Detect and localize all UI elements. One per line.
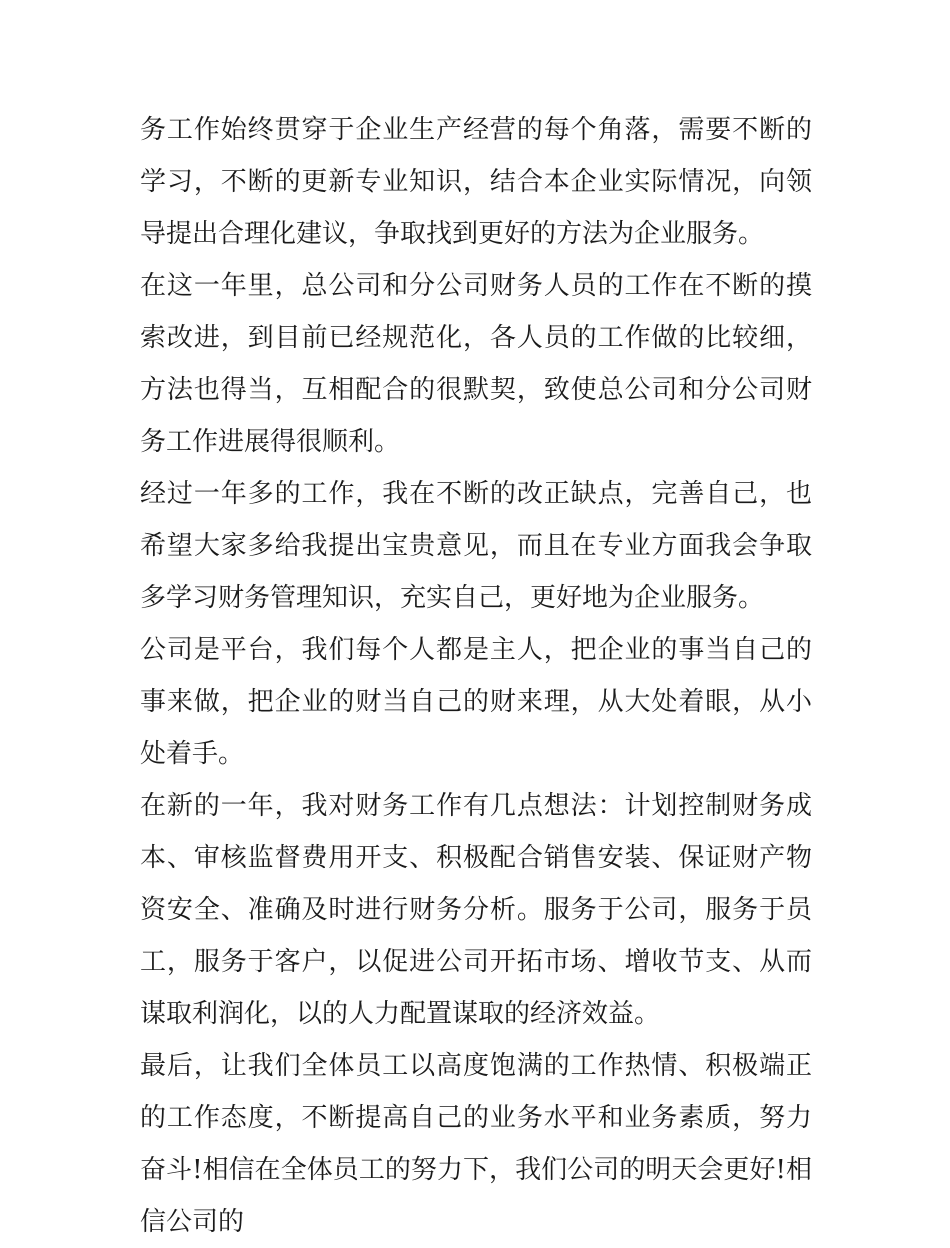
paragraph-new-year-plans: 在新的一年，我对财务工作有几点想法：计划控制财务成本、审核监督费用开支、积极配合销售安装、保证财产物资安全、准确及时进行财务分析。服务于公司，服务于员工，服务于客户，以促进公司开拓市场、增收节支、从而谋取利润化，以的人力配置谋取的经济效益。 xyxy=(140,791,812,1029)
paragraph-company-platform: 公司是平台，我们每个人都是主人，把企业的事当自己的事来做，把企业的财当自己的财来理，从大处着眼，从小处着手。 xyxy=(140,635,812,769)
paragraph-continuation: 务工作始终贯穿于企业生产经营的每个角落，需要不断的学习，不断的更新专业知识，结合本企业实际情况，向领导提出合理化建议，争取找到更好的方法为企业服务。 xyxy=(140,115,812,249)
paragraph-progress: 在这一年里，总公司和分公司财务人员的工作在不断的摸索改进，到目前已经规范化，各人员的工作做的比较细，方法也得当，互相配合的很默契，致使总公司和分公司财务工作进展得很顺利。 xyxy=(140,271,812,457)
document-body xyxy=(140,104,812,1248)
paragraph-conclusion: 最后，让我们全体员工以高度饱满的工作热情、积极端正的工作态度，不断提高自己的业务水平和业务素质，努力奋斗!相信在全体员工的努力下，我们公司的明天会更好!相信公司的 xyxy=(140,1051,812,1237)
paragraph-self-improvement: 经过一年多的工作，我在不断的改正缺点，完善自己，也希望大家多给我提出宝贵意见，而且在专业方面我会争取多学习财务管理知识，充实自己，更好地为企业服务。 xyxy=(140,479,812,613)
